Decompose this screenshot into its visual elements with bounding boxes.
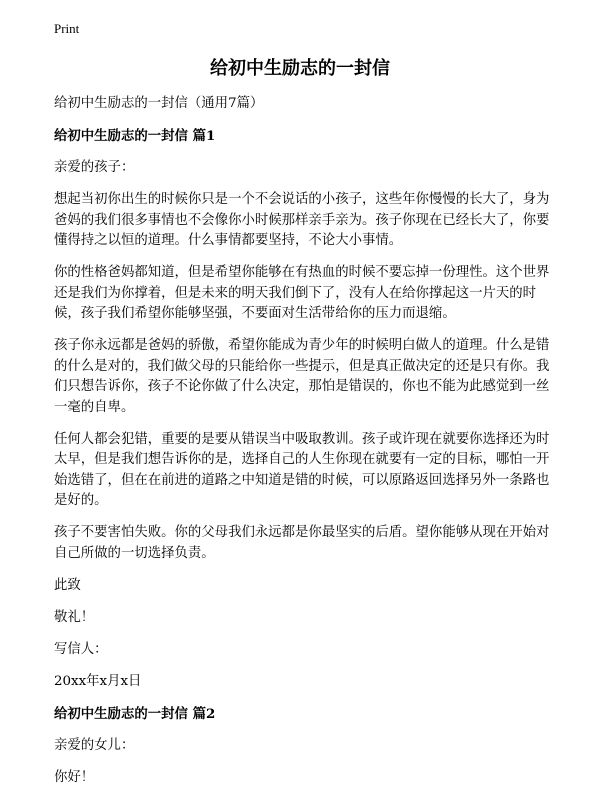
- section-heading: 给初中生励志的一封信 篇1: [54, 128, 216, 144]
- greeting-line: 你好！: [54, 769, 95, 785]
- document-body: [54, 94, 560, 800]
- intro-line: 给初中生励志的一封信（通用7篇）: [54, 96, 264, 111]
- section-heading: 给初中生励志的一封信 篇2: [54, 705, 216, 722]
- body-paragraph: 孩子不要害怕失败。你的父母我们永远都是你最坚实的后盾。望你能够从现在开始对自己所做的一切选择负责。: [54, 525, 550, 561]
- document-title: 给初中生励志的一封信: [210, 58, 390, 79]
- closing-salute: 敬礼！: [54, 609, 95, 625]
- signature-line: 写信人：: [54, 641, 108, 657]
- salutation: 亲爱的女儿：: [54, 737, 135, 753]
- body-paragraph: 想起当初你出生的时候你只是一个不会说话的小孩子，这些年你慢慢的长大了，身为爸妈的我们很多事情也不会像你小时候那样亲手亲为。孩子你现在已经长大了，你要懂得持之以恒的道理。什么事情都要坚持，不论大小事情。: [54, 192, 550, 248]
- body-paragraph: 你的性格爸妈都知道，但是希望你能够在有热血的时候不要忘掉一份理性。这个世界还是我们为你撑着，但是未来的明天我们倒下了，没有人在给你撑起这一片天的时候，孩子我们希望你能够坚强，不要面对生活带给你的压力而退缩。: [54, 265, 550, 321]
- body-paragraph: 任何人都会犯错，重要的是要从错误当中吸取教训。孩子或许现在就要你选择还为时太早，但是我们想告诉你的是，选择自己的人生你现在就要有一定的目标，哪怕一开始选错了，但在在前进的道路之中知道是错的时候，可以原路返回选择另外一条路也是好的。: [54, 431, 550, 508]
- body-paragraph: 孩子你永远都是爸妈的骄傲，希望你能成为青少年的时候明白做人的道理。什么是错的什么是对的，我们做父母的只能给你一些提示，但是真正做决定的还是只有你。我们只想告诉你，孩子不论你做了什么决定，那怕是错误的，你也不能为此感觉到一丝一毫的自卑。: [54, 338, 550, 415]
- date-line: 20xx年x月x日: [54, 673, 142, 689]
- print-link[interactable]: Print: [54, 21, 80, 36]
- salutation: 亲爱的孩子：: [54, 160, 135, 175]
- closing-line: 此致: [54, 577, 81, 593]
